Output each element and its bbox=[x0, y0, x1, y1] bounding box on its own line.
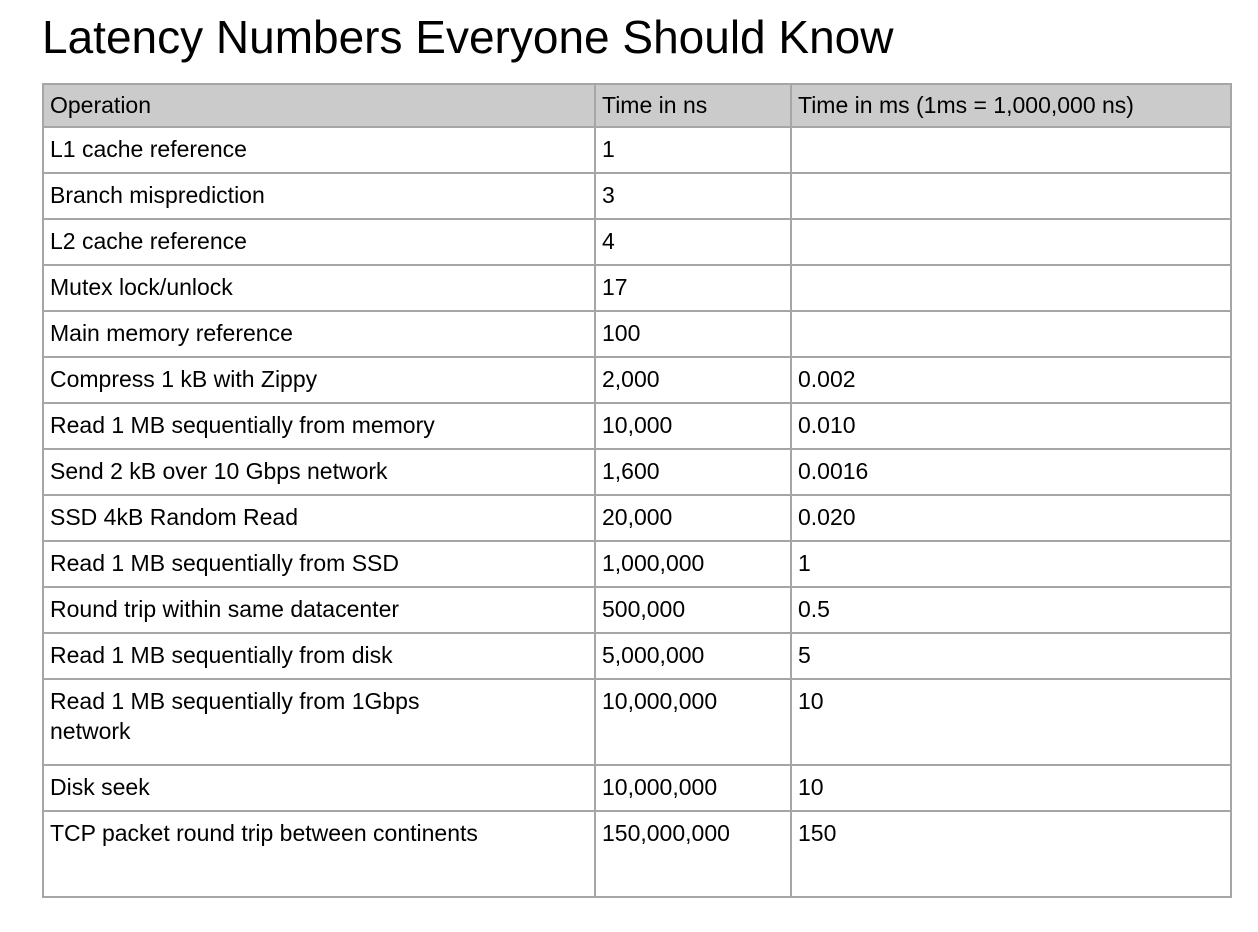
cell-time-ms bbox=[791, 265, 1231, 311]
table-row bbox=[43, 127, 1231, 173]
column-header-operation: Operation bbox=[43, 84, 595, 127]
operation-text: Send 2 kB over 10 Gbps network bbox=[50, 458, 388, 485]
operation-text: Branch misprediction bbox=[50, 182, 265, 209]
table-row bbox=[43, 679, 1231, 765]
cell-operation bbox=[43, 403, 595, 449]
table-row bbox=[43, 541, 1231, 587]
operation-text: Compress 1 kB with Zippy bbox=[50, 366, 318, 393]
cell-time-ms: 0.020 bbox=[791, 495, 1231, 541]
column-header-time-ms: Time in ms (1ms = 1,000,000 ns) bbox=[791, 84, 1231, 127]
cell-time-ms: 5 bbox=[791, 633, 1231, 679]
cell-operation bbox=[43, 633, 595, 679]
table-row bbox=[43, 765, 1231, 811]
cell-operation bbox=[43, 811, 595, 897]
cell-time-ms: 0.5 bbox=[791, 587, 1231, 633]
cell-time-ms: 0.0016 bbox=[791, 449, 1231, 495]
operation-text: Read 1 MB sequentially from SSD bbox=[50, 550, 399, 577]
table-row bbox=[43, 633, 1231, 679]
cell-time-ms: 150 bbox=[791, 811, 1231, 897]
cell-time-ms bbox=[791, 219, 1231, 265]
cell-operation bbox=[43, 541, 595, 587]
header-row bbox=[43, 84, 1231, 127]
table-row bbox=[43, 449, 1231, 495]
cell-operation bbox=[43, 357, 595, 403]
cell-time-ns: 5,000,000 bbox=[595, 633, 791, 679]
cell-time-ms bbox=[791, 311, 1231, 357]
cell-time-ns: 100 bbox=[595, 311, 791, 357]
operation-text: Read 1 MB sequentially from memory bbox=[50, 412, 435, 439]
cell-time-ms bbox=[791, 127, 1231, 173]
cell-operation bbox=[43, 219, 595, 265]
operation-text: Main memory reference bbox=[50, 320, 293, 347]
cell-time-ns: 1,600 bbox=[595, 449, 791, 495]
cell-operation bbox=[43, 765, 595, 811]
cell-time-ms: 10 bbox=[791, 765, 1231, 811]
table-row bbox=[43, 311, 1231, 357]
cell-time-ns: 3 bbox=[595, 173, 791, 219]
cell-time-ns: 4 bbox=[595, 219, 791, 265]
cell-operation bbox=[43, 311, 595, 357]
table-row bbox=[43, 495, 1231, 541]
cell-time-ns: 20,000 bbox=[595, 495, 791, 541]
cell-time-ms bbox=[791, 173, 1231, 219]
cell-operation bbox=[43, 679, 595, 765]
operation-text: TCP packet round trip between continents bbox=[50, 820, 478, 847]
column-header-time-ns: Time in ns bbox=[595, 84, 791, 127]
operation-text: Round trip within same datacenter bbox=[50, 596, 400, 623]
latency-table bbox=[42, 83, 1232, 898]
cell-time-ms: 0.002 bbox=[791, 357, 1231, 403]
cell-time-ms: 1 bbox=[791, 541, 1231, 587]
cell-operation bbox=[43, 449, 595, 495]
cell-time-ns: 10,000 bbox=[595, 403, 791, 449]
operation-text: SSD 4kB Random Read bbox=[50, 504, 299, 531]
cell-operation bbox=[43, 173, 595, 219]
cell-time-ns: 500,000 bbox=[595, 587, 791, 633]
table-row bbox=[43, 173, 1231, 219]
cell-operation bbox=[43, 495, 595, 541]
operation-text: L2 cache reference bbox=[50, 228, 247, 255]
table-row bbox=[43, 357, 1231, 403]
cell-time-ns: 10,000,000 bbox=[595, 765, 791, 811]
cell-operation bbox=[43, 587, 595, 633]
table-body bbox=[43, 127, 1231, 897]
cell-time-ns: 1 bbox=[595, 127, 791, 173]
cell-operation bbox=[43, 127, 595, 173]
operation-text: Mutex lock/unlock bbox=[50, 274, 233, 301]
cell-time-ns: 2,000 bbox=[595, 357, 791, 403]
cell-time-ns: 17 bbox=[595, 265, 791, 311]
page-title: Latency Numbers Everyone Should Know bbox=[42, 11, 894, 63]
cell-time-ns: 10,000,000 bbox=[595, 679, 791, 765]
operation-text: Read 1 MB sequentially from 1Gbps network bbox=[50, 688, 420, 745]
cell-time-ms: 0.010 bbox=[791, 403, 1231, 449]
operation-text: Read 1 MB sequentially from disk bbox=[50, 642, 393, 669]
operation-text: L1 cache reference bbox=[50, 136, 247, 163]
cell-time-ms: 10 bbox=[791, 679, 1231, 765]
table-row bbox=[43, 811, 1231, 897]
table-row bbox=[43, 587, 1231, 633]
cell-time-ns: 150,000,000 bbox=[595, 811, 791, 897]
table-row bbox=[43, 403, 1231, 449]
cell-operation bbox=[43, 265, 595, 311]
table-header bbox=[43, 84, 1231, 127]
cell-time-ns: 1,000,000 bbox=[595, 541, 791, 587]
operation-text: Disk seek bbox=[50, 774, 150, 801]
table-row bbox=[43, 265, 1231, 311]
table-row bbox=[43, 219, 1231, 265]
